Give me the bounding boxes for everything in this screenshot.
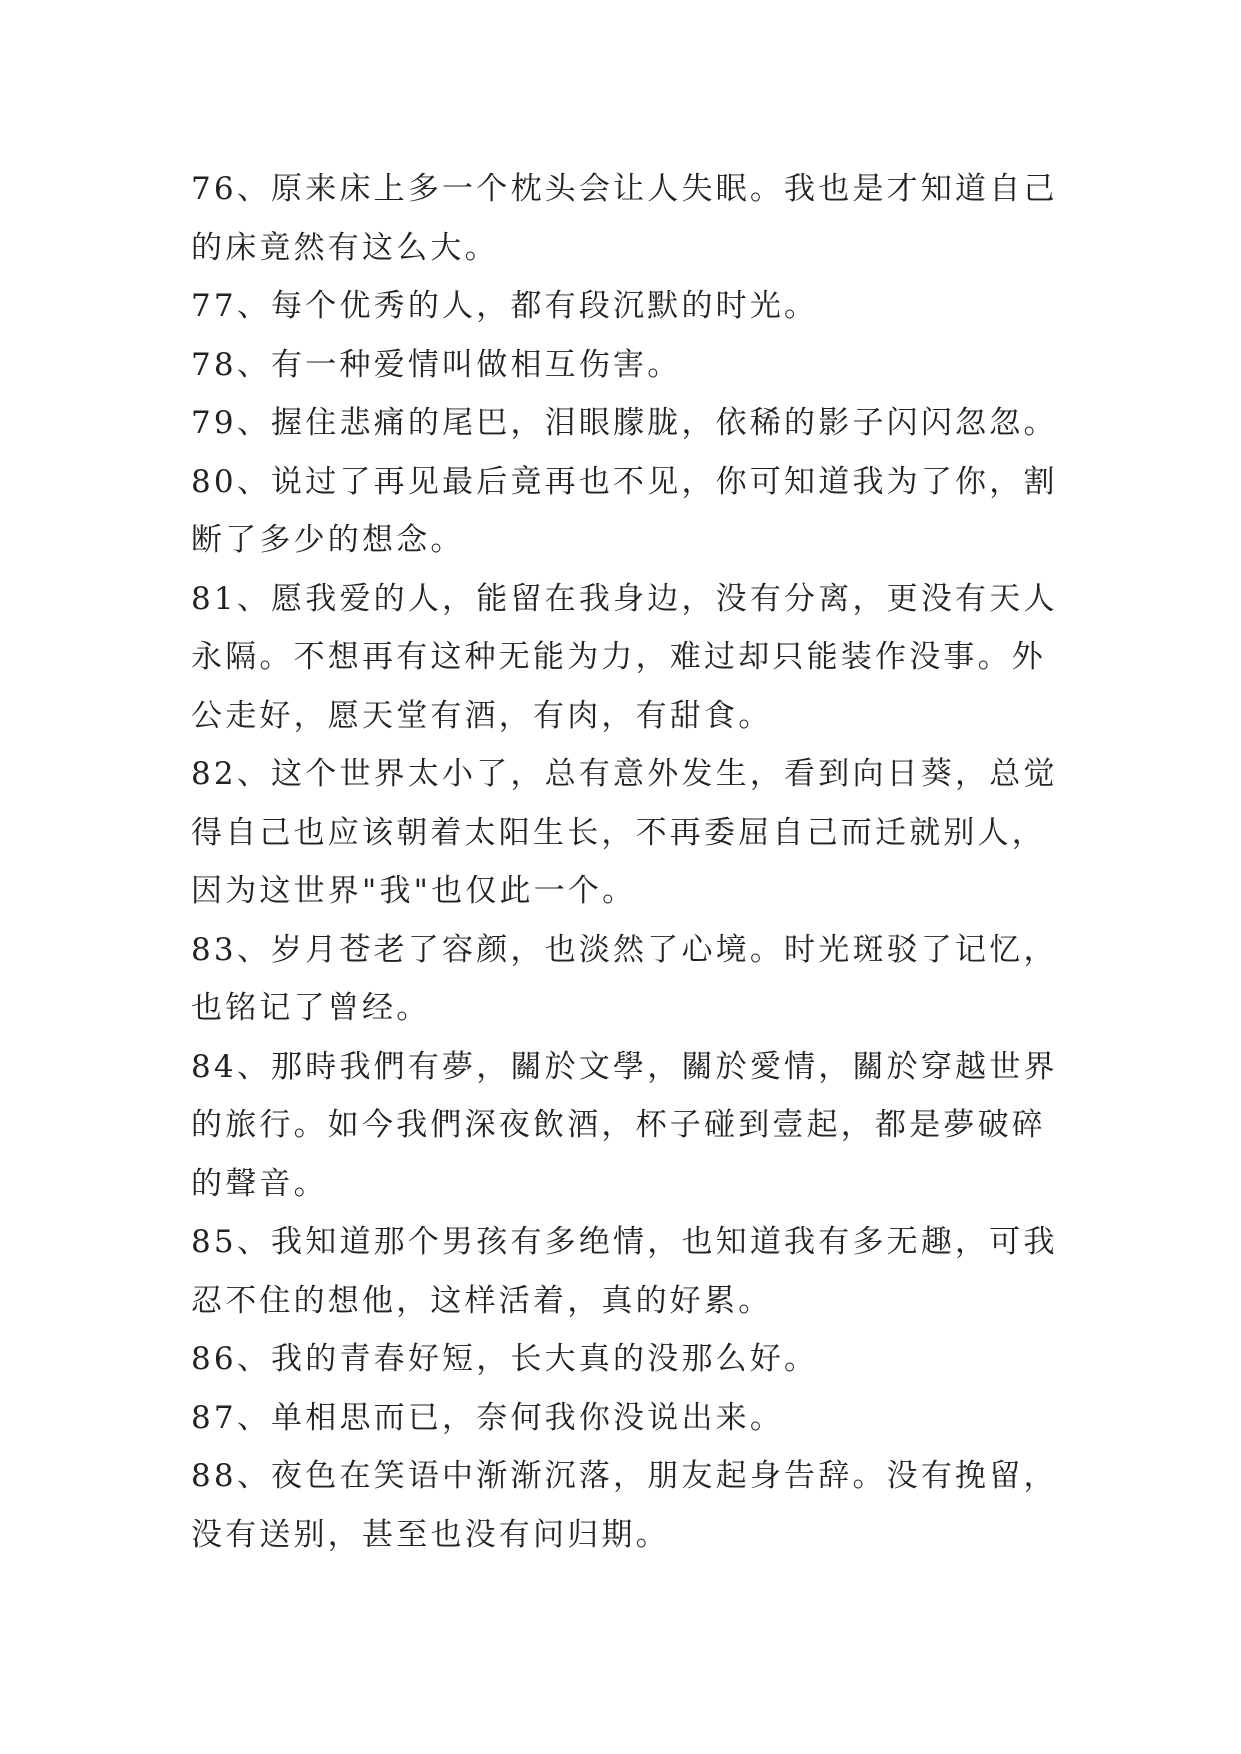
quote-78: 78、有一种爱情叫做相互伤害。	[191, 346, 682, 383]
quote-77: 77、每个优秀的人，都有段沉默的时光。	[191, 288, 819, 324]
quote-81: 81、愿我爱的人，能留在我身边，没有分离，更没有天人永隔。不想再有这种无能为力，难过却只能装作没事。外公走好，愿天堂有酒，有肉，有甜食。	[191, 580, 1058, 734]
quote-list	[191, 160, 1061, 1564]
quote-86: 86、我的青春好短，长大真的没那么好。	[191, 1341, 819, 1377]
quote-88: 88、夜色在笑语中渐渐沉落，朋友起身告辞。没有挽留，没有送别，甚至也没有问归期。	[191, 1458, 1058, 1553]
quote-76: 76、原来床上多一个枕头会让人失眠。我也是才知道自己的床竟然有这么大。	[191, 171, 1058, 266]
quote-79: 79、握住悲痛的尾巴，泪眼朦胧，依稀的影子闪闪忽忽。	[191, 405, 1058, 441]
quote-87: 87、单相思而已，奈何我你没说出来。	[191, 1399, 785, 1436]
quote-80: 80、说过了再见最后竟再也不见，你可知道我为了你，割断了多少的想念。	[191, 463, 1058, 558]
quote-83: 83、岁月苍老了容颜，也淡然了心境。时光斑驳了记忆，也铭记了曾经。	[191, 931, 1058, 1026]
quote-82: 82、这个世界太小了，总有意外发生，看到向日葵，总觉得自己也应该朝着太阳生长，不再委屈自己而迁就别人，因为这世界"我"也仅此一个。	[191, 756, 1058, 909]
quote-84: 84、那時我們有夢，關於文學，關於愛情，關於穿越世界的旅行。如今我們深夜飲酒，杯子碰到壹起，都是夢破碎的聲音。	[191, 1048, 1058, 1202]
quote-85: 85、我知道那个男孩有多绝情，也知道我有多无趣，可我忍不住的想他，这样活着，真的好累。	[191, 1224, 1058, 1319]
